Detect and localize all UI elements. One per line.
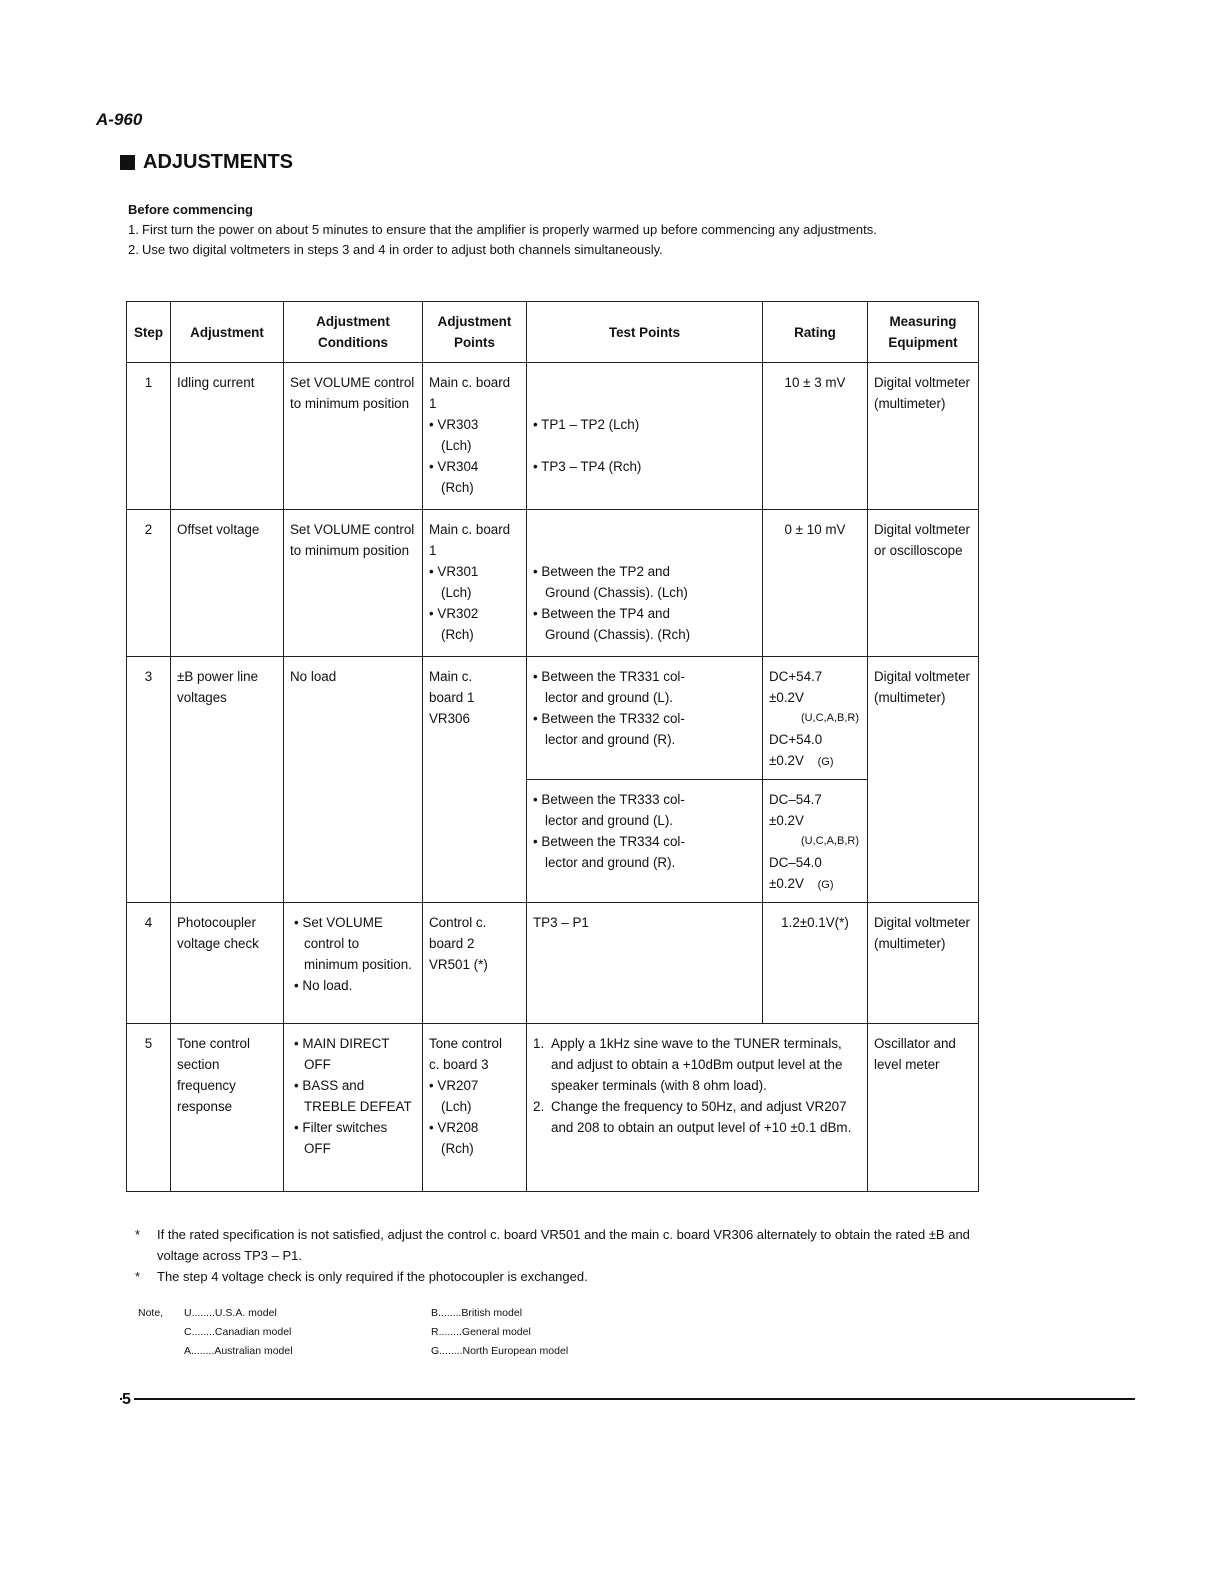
test-point-line: lector and ground (R). <box>545 855 676 870</box>
procedure-text: Apply a 1kHz sine wave to the TUNER terminals, and adjust to obtain a +10dBm output level at the speaker terminals (with 8 ohm load). <box>551 1036 843 1093</box>
points-line: (Rch) <box>441 627 474 642</box>
intro-item <box>128 240 988 260</box>
test-point-line: • TP3 – TP4 (Rch) <box>533 459 642 474</box>
table-row <box>127 510 979 657</box>
equipment-cell: Digital voltmeter (multimeter) <box>868 363 979 510</box>
rating-models: (U,C,A,B,R) <box>800 712 859 724</box>
intro-item-text: First turn the power on about 5 minutes to ensure that the amplifier is properly warmed up before commencing any adjustments. <box>142 222 877 237</box>
intro-item-number: 1. <box>128 222 139 237</box>
footnote-mark: * <box>135 1269 141 1284</box>
points-cell <box>423 510 527 657</box>
test-points-cell: TP3 – P1 <box>527 903 763 1024</box>
intro-item-text: Use two digital voltmeters in steps 3 and 4 in order to adjust both channels simultaneously. <box>142 242 663 257</box>
condition-line: • MAIN DIRECT OFF <box>294 1036 390 1072</box>
test-points-cell <box>527 510 763 657</box>
note-row <box>138 1342 738 1361</box>
points-line: • VR207 <box>429 1078 479 1093</box>
rating-tolerance-line <box>769 873 861 896</box>
rating-value: DC–54.0 <box>769 855 822 870</box>
equipment-cell: Oscillator and level meter <box>868 1024 979 1192</box>
page-number: 5 <box>122 1391 134 1409</box>
test-point-line: lector and ground (R). <box>545 732 676 747</box>
page-rule <box>120 1398 1135 1400</box>
test-point-line: • Between the TP4 and <box>533 606 670 621</box>
square-bullet-icon <box>120 155 135 170</box>
intro-item-number: 2. <box>128 242 139 257</box>
step-cell: 3 <box>127 657 171 903</box>
equipment-cell: Digital voltmeter or oscilloscope <box>868 510 979 657</box>
note-entry: R........General model <box>431 1326 531 1338</box>
rating-value: DC+54.0 <box>769 732 823 747</box>
section-title <box>120 151 293 174</box>
footnote-mark: * <box>135 1227 141 1242</box>
points-line: board 2 <box>429 936 475 951</box>
procedure-number: 1. <box>533 1036 545 1051</box>
points-cell <box>423 903 527 1024</box>
rating-models: (U,C,A,B,R) <box>800 835 859 847</box>
header-conditions: Adjustment Conditions <box>284 302 423 363</box>
intro-item <box>128 220 988 240</box>
rating-tolerance: ±0.2V <box>769 876 804 891</box>
rating-value: DC+54.7 <box>769 669 823 684</box>
points-line: • VR304 <box>429 459 479 474</box>
adjustment-cell: Offset voltage <box>171 510 284 657</box>
rating-tolerance: ±0.2V <box>769 690 804 705</box>
note-entry: B........British model <box>431 1307 523 1319</box>
points-line: (Rch) <box>441 1141 474 1156</box>
footnote-text: The step 4 voltage check is only required if the photocoupler is exchanged. <box>157 1269 588 1284</box>
rating-cell: 10 ± 3 mV <box>763 363 868 510</box>
section-title-text: ADJUSTMENTS <box>143 151 294 173</box>
test-point-line: • TP1 – TP2 (Lch) <box>533 417 640 432</box>
points-cell <box>423 1024 527 1192</box>
test-points-cell <box>527 1024 868 1192</box>
note-row <box>138 1304 738 1323</box>
adjustment-cell: Photocoupler voltage check <box>171 903 284 1024</box>
step-cell: 5 <box>127 1024 171 1192</box>
rating-cell <box>763 780 868 903</box>
table-row <box>127 903 979 1024</box>
points-line: (Lch) <box>441 585 472 600</box>
points-line: (Lch) <box>441 1099 472 1114</box>
note-entry: G........North European model <box>431 1345 569 1357</box>
condition-line: • BASS and TREBLE DEFEAT <box>294 1078 412 1114</box>
rating-tolerance: ±0.2V <box>769 753 804 768</box>
header-test-points: Test Points <box>527 302 763 363</box>
condition-line: • Set VOLUME control to minimum position. <box>294 915 412 972</box>
test-point-line: • Between the TR331 col- <box>533 669 685 684</box>
note-row <box>138 1323 738 1342</box>
condition-line: • Filter switches OFF <box>294 1120 388 1156</box>
rating-cell: 0 ± 10 mV <box>763 510 868 657</box>
test-point-line: • Between the TR332 col- <box>533 711 685 726</box>
points-line: board 1 <box>429 690 475 705</box>
points-line: • VR301 <box>429 564 479 579</box>
note-entry: U........U.S.A. model <box>184 1307 277 1319</box>
points-line: Tone control <box>429 1036 502 1051</box>
test-points-cell <box>527 657 763 780</box>
points-line: • VR303 <box>429 417 479 432</box>
rating-value: DC–54.7 <box>769 792 822 807</box>
table-row <box>127 1024 979 1192</box>
points-cell <box>423 363 527 510</box>
conditions-cell <box>284 903 423 1024</box>
header-adjustment: Adjustment <box>171 302 284 363</box>
header-step: Step <box>127 302 171 363</box>
test-points-cell <box>527 780 763 903</box>
conditions-cell: No load <box>284 657 423 903</box>
test-point-line: • Between the TP2 and <box>533 564 670 579</box>
procedure-step <box>533 1096 861 1138</box>
rating-models: (G) <box>817 879 834 891</box>
procedure-text: Change the frequency to 50Hz, and adjust VR207 and 208 to obtain an output level of +10 ±0.1 dBm. <box>551 1099 852 1135</box>
points-line: (Lch) <box>441 438 472 453</box>
footnotes <box>135 1224 995 1287</box>
conditions-cell <box>284 1024 423 1192</box>
intro-block <box>128 200 988 260</box>
procedure-number: 2. <box>533 1099 545 1114</box>
test-point-line: • Between the TR334 col- <box>533 834 685 849</box>
model-number: A-960 <box>96 110 143 129</box>
adjustments-table <box>126 301 979 1192</box>
step-cell: 1 <box>127 363 171 510</box>
header-equipment: Measuring Equipment <box>868 302 979 363</box>
table-row <box>127 657 979 780</box>
condition-line: • No load. <box>294 978 353 993</box>
footnote <box>135 1266 995 1287</box>
points-line: • VR302 <box>429 606 479 621</box>
points-line: • VR208 <box>429 1120 479 1135</box>
header-rating: Rating <box>763 302 868 363</box>
points-line: (Rch) <box>441 480 474 495</box>
test-point-line: • Between the TR333 col- <box>533 792 685 807</box>
points-line: Control c. <box>429 915 487 930</box>
table-row <box>127 363 979 510</box>
table-header-row <box>127 302 979 363</box>
points-cell <box>423 657 527 903</box>
step-cell: 2 <box>127 510 171 657</box>
header-points: Adjustment Points <box>423 302 527 363</box>
rating-tolerance-line <box>769 750 861 773</box>
points-line: Main c. board 1 <box>429 375 511 411</box>
rating-cell <box>763 657 868 780</box>
test-points-cell <box>527 363 763 510</box>
equipment-cell: Digital voltmeter (multimeter) <box>868 903 979 1024</box>
model-notes <box>138 1304 738 1361</box>
adjustment-cell: Idling current <box>171 363 284 510</box>
points-line: Main c. board 1 <box>429 522 511 558</box>
note-entry: C........Canadian model <box>184 1326 292 1338</box>
conditions-cell: Set VOLUME control to minimum position <box>284 363 423 510</box>
procedure-step <box>533 1033 861 1096</box>
footnote-text: If the rated specification is not satisfied, adjust the control c. board VR501 and the main c. board VR306 alternately to obtain the rated ±B and voltage across TP3 – P1. <box>157 1227 970 1263</box>
intro-heading: Before commencing <box>128 202 253 217</box>
step-cell: 4 <box>127 903 171 1024</box>
points-line: VR501 (*) <box>429 957 488 972</box>
conditions-cell: Set VOLUME control to minimum position <box>284 510 423 657</box>
rating-tolerance: ±0.2V <box>769 813 804 828</box>
points-line: VR306 <box>429 711 470 726</box>
test-point-line: Ground (Chassis). (Lch) <box>545 585 688 600</box>
test-point-line: Ground (Chassis). (Rch) <box>545 627 691 642</box>
test-point-line: lector and ground (L). <box>545 813 674 828</box>
rating-cell: 1.2±0.1V(*) <box>763 903 868 1024</box>
footnote <box>135 1224 995 1266</box>
test-point-line: lector and ground (L). <box>545 690 674 705</box>
points-line: c. board 3 <box>429 1057 489 1072</box>
points-line: Main c. <box>429 669 473 684</box>
note-label: Note, <box>138 1307 164 1319</box>
adjustment-cell: Tone control section frequency response <box>171 1024 284 1192</box>
rating-models: (G) <box>817 756 834 768</box>
adjustment-cell: ±B power line voltages <box>171 657 284 903</box>
note-entry: A........Australian model <box>184 1345 293 1357</box>
equipment-cell: Digital voltmeter (multimeter) <box>868 657 979 903</box>
